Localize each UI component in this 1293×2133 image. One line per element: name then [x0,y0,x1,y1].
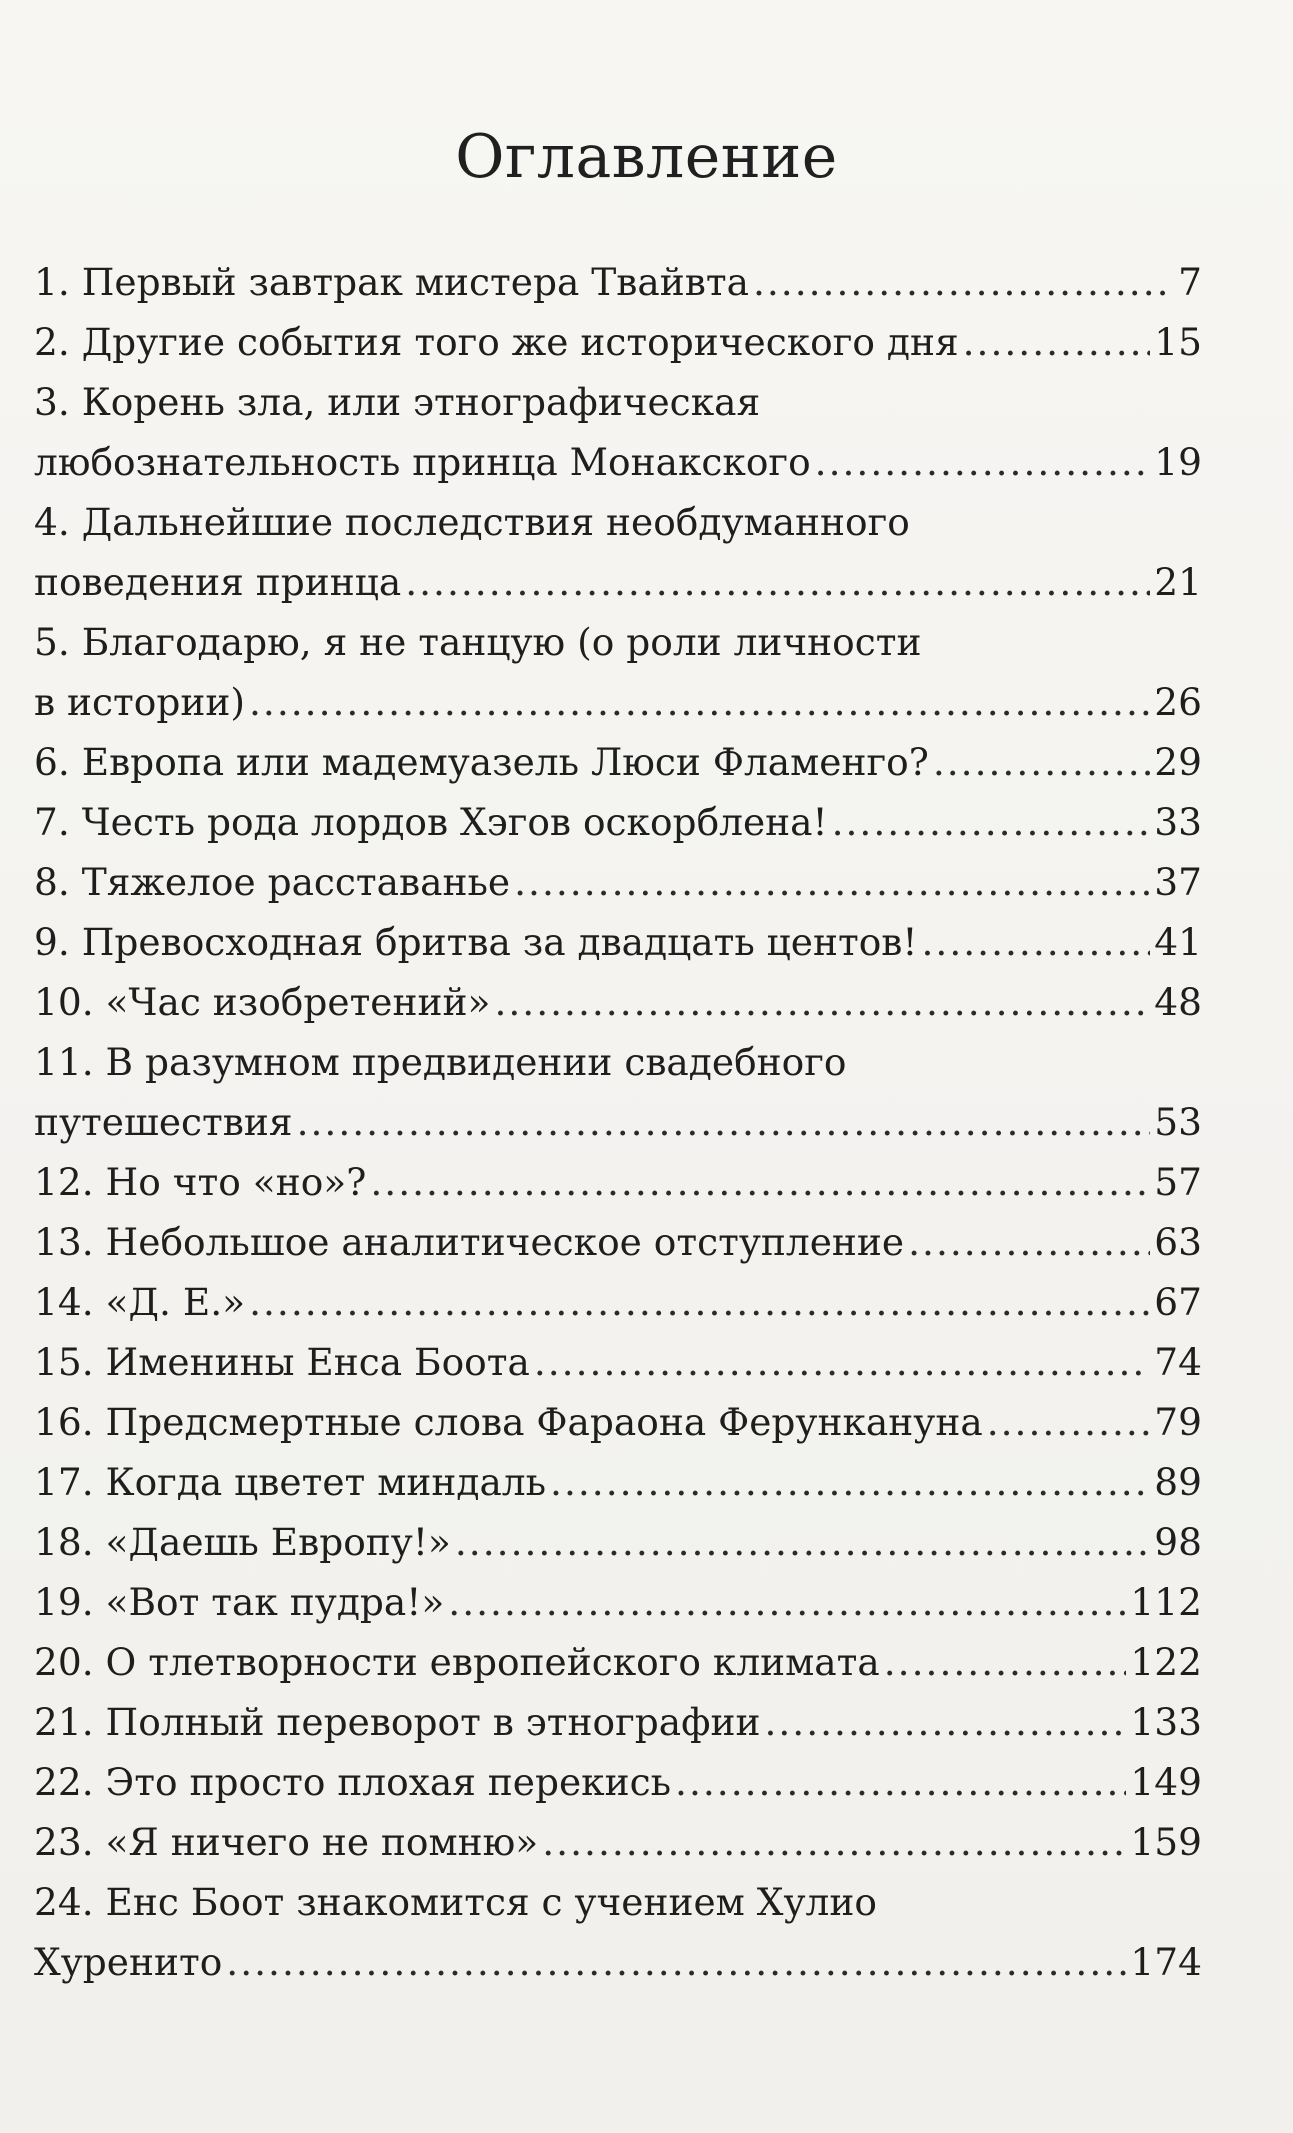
toc-page-number: 21 [1154,560,1202,604]
toc-entry-line [34,912,1202,972]
toc-entry [34,972,1202,1032]
toc-page-number: 26 [1154,680,1202,724]
toc-entry [34,1032,1202,1152]
toc-entry-title: 9. Превосходная бритва за двадцать центов! [34,920,918,964]
dot-leader [884,1632,1127,1692]
toc-entry-title-line: 11. В разумном предвидении свадебного [34,1040,847,1084]
toc-entry-line [34,972,1202,1032]
toc-page-number: 122 [1130,1640,1202,1684]
toc-entry [34,792,1202,852]
toc-entry-title-line: 24. Енс Боот знакомится с учением Хулио [34,1880,877,1924]
toc-entry [34,852,1202,912]
toc-entry-title-line: 4. Дальнейшие последствия необдуманного [34,500,910,544]
dot-leader [448,1572,1126,1632]
dot-leader [832,792,1151,852]
toc-entry-line [34,1812,1202,1872]
toc-entry-title: 6. Европа или мадемуазель Люси Фламенго? [34,740,929,784]
toc-entry [34,612,1202,732]
toc-entry-line [34,1932,1202,1992]
toc-entry-title: 21. Полный переворот в этнографии [34,1700,761,1744]
toc-entry-line [34,1572,1202,1632]
dot-leader [933,732,1150,792]
toc-entry [34,372,1202,492]
toc-entry-title: 2. Другие события того же исторического дня [34,320,959,364]
dot-leader [226,1932,1126,1992]
toc-entry-title: 19. «Вот так пудра!» [34,1580,445,1624]
toc-entry [34,1572,1202,1632]
dot-leader [542,1812,1126,1872]
dot-leader [675,1752,1126,1812]
dot-leader [494,972,1150,1032]
page-title: Оглавление [455,122,838,192]
toc-entry [34,1812,1202,1872]
toc-entry [34,1452,1202,1512]
toc-entry-title: 16. Предсмертные слова Фараона Ферункануна [34,1400,983,1444]
toc-entry [34,1332,1202,1392]
toc-entry-title: 13. Небольшое аналитическое отступление [34,1220,905,1264]
toc-entry-line [34,1152,1202,1212]
toc-entry-line [34,672,1202,732]
toc-entry-title: 20. О тлетворности европейского климата [34,1640,880,1684]
toc-entry-title: 8. Тяжелое расставанье [34,860,511,904]
dot-leader [764,1692,1126,1752]
toc-entry-title: 12. Но что «но»? [34,1160,367,1204]
toc-entry-title-line: 3. Корень зла, или этнографическая [34,380,761,424]
dot-leader [963,312,1151,372]
toc-page-number: 98 [1154,1520,1202,1564]
toc-entry-line [34,432,1202,492]
dot-leader [249,1272,1150,1332]
toc-page-number: 174 [1130,1940,1202,1984]
toc-page-number: 41 [1154,920,1202,964]
toc-entry-line [34,1692,1202,1752]
toc-page-number: 133 [1130,1700,1202,1744]
toc-entry [34,312,1202,372]
dot-leader [815,432,1151,492]
toc-entry-title: 1. Первый завтрак мистера Твайвта [34,260,749,304]
toc-entry-title-line: 5. Благодарю, я не танцую (о роли личности [34,620,922,664]
toc-page-number: 89 [1154,1460,1202,1504]
toc-entry-title: 10. «Час изобретений» [34,980,491,1024]
toc-page-number: 149 [1130,1760,1202,1804]
toc-entry-title: 15. Именины Енса Боота [34,1340,530,1384]
toc-entry-title: 17. Когда цветет миндаль [34,1460,547,1504]
toc-page-number: 112 [1130,1580,1202,1624]
toc-entry-title: любознательность принца Монакского [34,440,811,484]
toc-entry-title: 14. «Д. Е.» [34,1280,246,1324]
toc-entry [34,912,1202,972]
toc-page-number: 19 [1154,440,1202,484]
toc-entry-line [34,1512,1202,1572]
toc-entry [34,732,1202,792]
toc-entry-title: 7. Честь рода лордов Хэгов оскорблена! [34,800,828,844]
toc-entry-title: 22. Это просто плохая перекись [34,1760,672,1804]
toc-page-number: 63 [1154,1220,1202,1264]
dot-leader [249,672,1150,732]
dot-leader [753,252,1174,312]
toc-entry-line [34,1452,1202,1512]
toc-entry-title: 18. «Даешь Европу!» [34,1520,451,1564]
toc-entry [34,1512,1202,1572]
toc-page-number: 33 [1154,800,1202,844]
toc-entry-title: поведения принца [34,560,402,604]
toc-page-number: 15 [1154,320,1202,364]
toc-page-number: 67 [1154,1280,1202,1324]
toc-page-number: 57 [1154,1160,1202,1204]
dot-leader [514,852,1150,912]
toc-entry [34,1272,1202,1332]
dot-leader [455,1512,1150,1572]
dot-leader [921,912,1150,972]
toc-entry [34,252,1202,312]
toc-entry-title: Хуренито [34,1940,223,1984]
table-of-contents [34,252,1202,1992]
toc-entry [34,1692,1202,1752]
toc-entry [34,492,1202,612]
dot-leader [987,1392,1151,1452]
toc-entry [34,1752,1202,1812]
toc-entry-line [34,852,1202,912]
toc-entry [34,1212,1202,1272]
toc-entry-line [34,1212,1202,1272]
toc-entry-line [34,312,1202,372]
dot-leader [370,1152,1150,1212]
dot-leader [297,1092,1151,1152]
toc-entry [34,1392,1202,1452]
dot-leader [550,1452,1150,1512]
toc-page-number: 48 [1154,980,1202,1024]
toc-page-number: 159 [1130,1820,1202,1864]
toc-entry-line [34,1332,1202,1392]
toc-entry-title: 23. «Я ничего не помню» [34,1820,539,1864]
toc-entry-line [34,732,1202,792]
toc-page-number: 53 [1154,1100,1202,1144]
toc-page-number: 74 [1154,1340,1202,1384]
toc-page-number: 79 [1154,1400,1202,1444]
toc-entry [34,1872,1202,1992]
toc-page-number: 7 [1178,260,1202,304]
dot-leader [534,1332,1150,1392]
toc-page-number: 37 [1154,860,1202,904]
toc-entry [34,1152,1202,1212]
toc-entry-title: путешествия [34,1100,293,1144]
toc-page-number: 29 [1154,740,1202,784]
toc-entry-line [34,1632,1202,1692]
toc-entry-line [34,792,1202,852]
toc-entry-line [34,1272,1202,1332]
toc-entry-line [34,252,1202,312]
toc-entry-line [34,1092,1202,1152]
toc-entry-line [34,552,1202,612]
toc-entry-line [34,1752,1202,1812]
toc-entry [34,1632,1202,1692]
toc-entry-line [34,1392,1202,1452]
toc-entry-title: в истории) [34,680,245,724]
dot-leader [908,1212,1150,1272]
dot-leader [405,552,1150,612]
